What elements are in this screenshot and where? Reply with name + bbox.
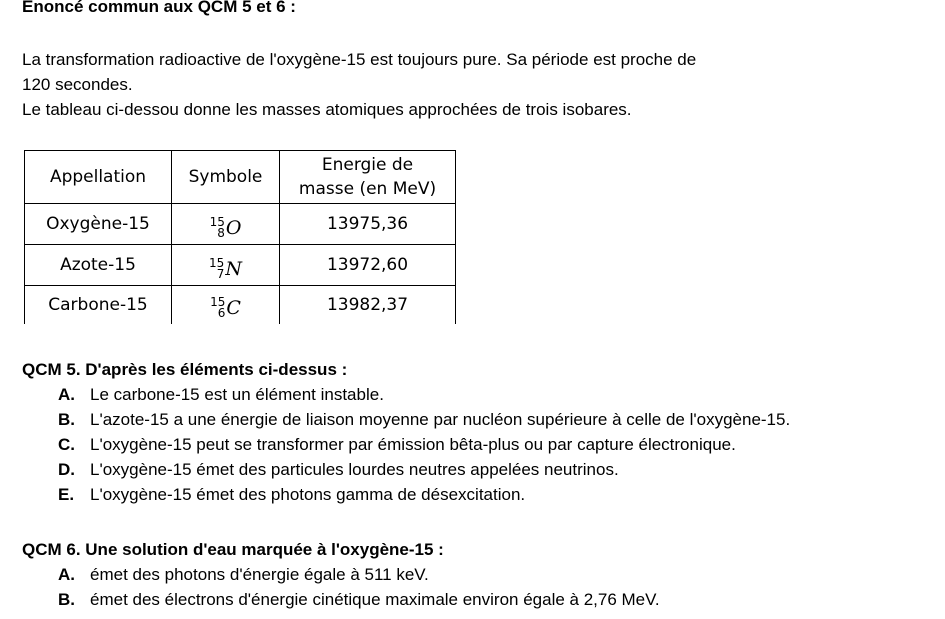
option-e: E. L'oxygène-15 émet des photons gamma de désexcitation.: [58, 485, 526, 504]
atomic-number: 8: [217, 225, 225, 240]
element-symbol: C: [226, 297, 241, 320]
qcm-6-options: [22, 562, 660, 612]
nuclide-symbol-nitrogen: [209, 257, 242, 281]
cell-energy: 13972,60: [280, 245, 456, 286]
intro-paragraph: [22, 47, 822, 122]
option-b: B. émet des électrons d'énergie cinétique maximale environ égale à 2,76 MeV.: [58, 590, 660, 609]
option-b: B. L'azote-15 a une énergie de liaison moyenne par nucléon supérieure à celle de l'oxygène-15.: [58, 410, 791, 429]
cell-symbol: [172, 286, 280, 324]
header-appellation: Appellation: [25, 151, 172, 204]
option-d: D. L'oxygène-15 émet des particules lourdes neutres appelées neutrinos.: [58, 460, 619, 479]
qcm-5: [22, 357, 790, 507]
nuclide-symbol-carbon: [210, 296, 241, 320]
element-symbol: N: [225, 257, 242, 280]
atomic-number: 6: [217, 306, 226, 321]
atomic-number: 7: [216, 266, 225, 281]
nuclide-symbol-oxygen: [210, 216, 242, 240]
option-c: C. L'oxygène-15 peut se transformer par émission bêta-plus ou par capture électronique.: [58, 435, 736, 454]
table-row-oxygene: [25, 204, 456, 245]
header-energie: [280, 151, 456, 204]
header-energie-line-1: Energie de: [321, 155, 414, 175]
qcm-6: [22, 537, 660, 612]
table-row-carbone: [25, 286, 456, 324]
isobares-table: [24, 150, 456, 324]
table-row-azote: [25, 245, 456, 286]
cell-name: Oxygène-15: [25, 204, 172, 245]
element-symbol: O: [225, 216, 242, 239]
table-header-row: [25, 151, 456, 204]
option-a: A. Le carbone-15 est un élément instable.: [58, 385, 384, 404]
qcm-5-options: [22, 382, 790, 507]
cell-energy: 13975,36: [280, 204, 456, 245]
qcm-6-title: QCM 6. Une solution d'eau marquée à l'oxygène-15 :: [22, 540, 444, 559]
header-energie-line-2: masse (en MeV): [298, 179, 437, 199]
mass-number: 15: [209, 214, 225, 229]
qcm-5-title: QCM 5. D'après les éléments ci-dessus :: [22, 360, 348, 379]
cell-name: Azote-15: [25, 245, 172, 286]
intro-line-2: 120 secondes.: [22, 75, 133, 94]
header-symbole: Symbole: [172, 151, 280, 204]
cell-symbol: [172, 204, 280, 245]
option-a: A. émet des photons d'énergie égale à 511 keV.: [58, 565, 429, 584]
mass-number: 15: [210, 295, 226, 310]
cell-symbol: [172, 245, 280, 286]
cell-energy: 13982,37: [280, 286, 456, 324]
intro-line-1: La transformation radioactive de l'oxygène-15 est toujours pure. Sa période est proche de: [22, 50, 697, 69]
intro-line-3: Le tableau ci-dessou donne les masses atomiques approchées de trois isobares.: [22, 100, 632, 119]
mass-number: 15: [209, 255, 225, 270]
common-statement-heading: Enoncé commun aux QCM 5 et 6 :: [22, 0, 296, 16]
cell-name: Carbone-15: [25, 286, 172, 324]
